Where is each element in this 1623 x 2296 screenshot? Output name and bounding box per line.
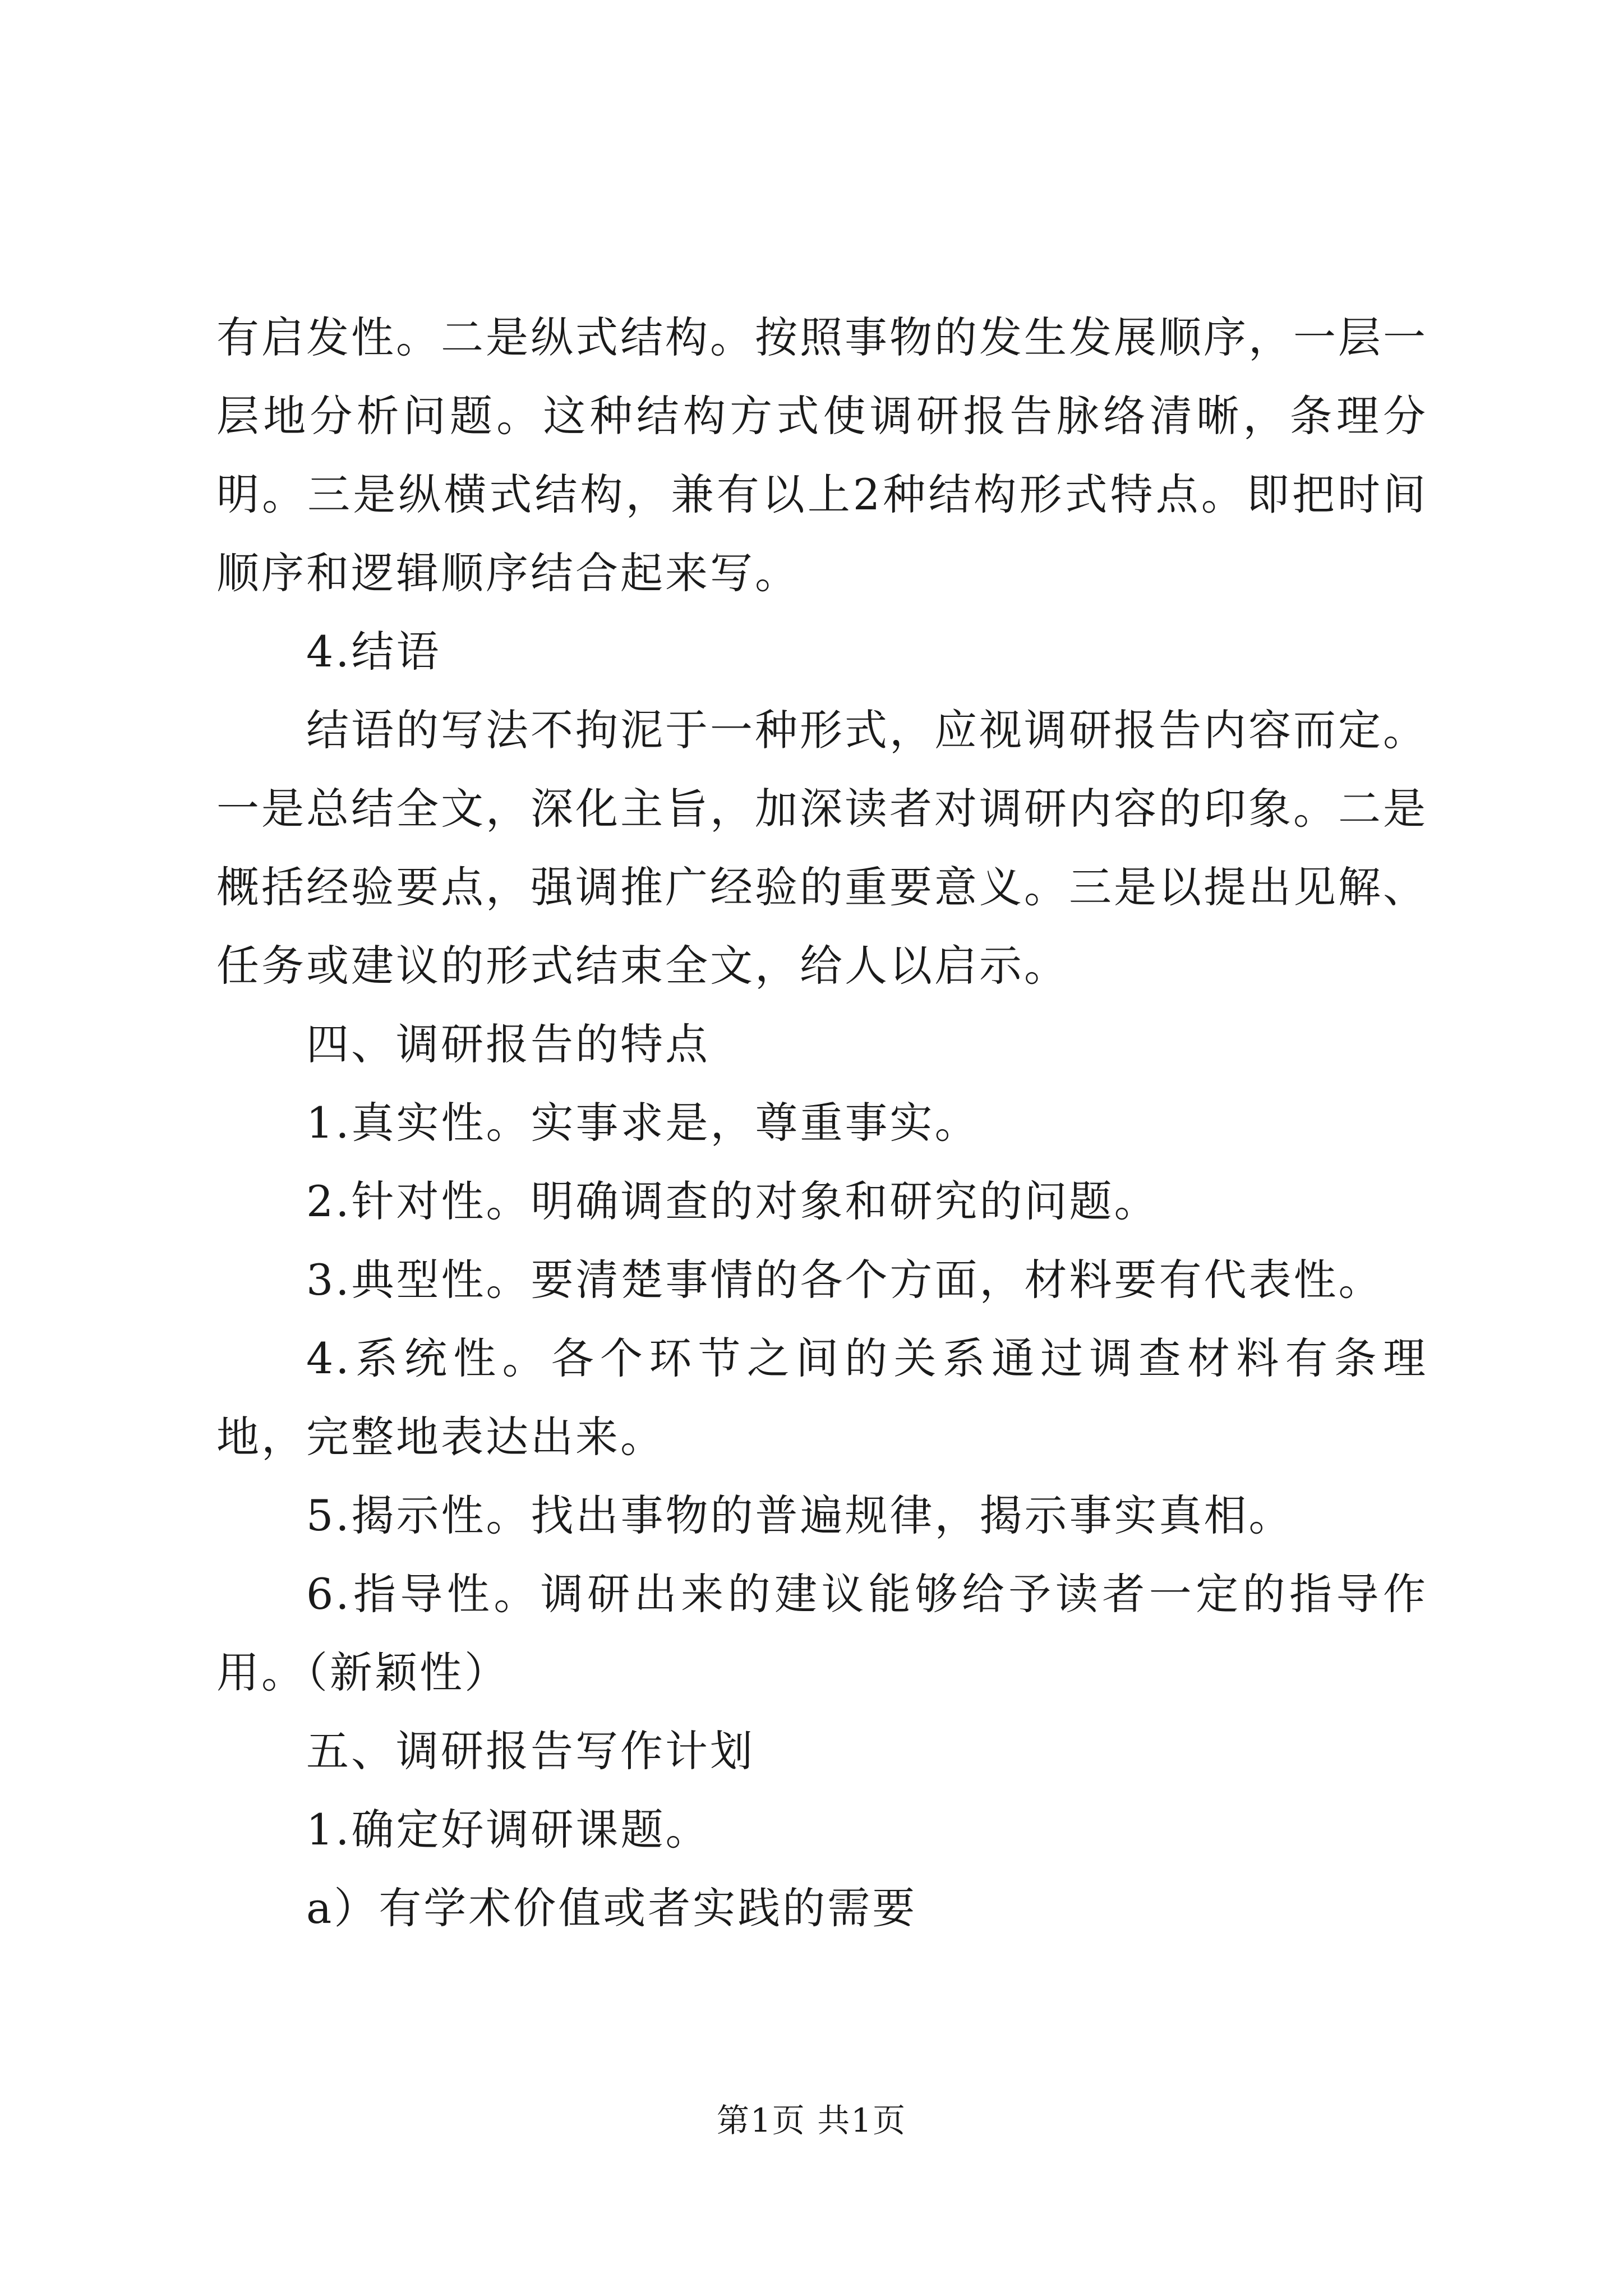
document-body — [216, 298, 1428, 1948]
list-item-systematic: 4.系统性。各个环节之间的关系通过调查材料有条理地，完整地表达出来。 — [216, 1333, 1428, 1462]
list-item-authenticity: 1.真实性。实事求是，尊重事实。 — [306, 1098, 980, 1148]
section-heading-writing-plan: 五、调研报告写作计划 — [306, 1726, 755, 1776]
paragraph-conclusion: 结语的写法不拘泥于一种形式，应视调研报告内容而定。一是总结全文，深化主旨，加深读者对调研内容的印象。二是概括经验要点，强调推广经验的重要意义。三是以提出见解、任务或建议的形式结束全文，给人以启示。 — [216, 705, 1428, 991]
list-item-guidance: 6.指导性。调研出来的建议能够给予读者一定的指导作用。（新颖性） — [216, 1569, 1428, 1697]
list-item-typicality: 3.典型性。要清楚事情的各个方面，材料要有代表性。 — [306, 1255, 1384, 1305]
sub-item-value: a）有学术价值或者实践的需要 — [306, 1883, 917, 1933]
page-footer: 第1页 共1页 — [716, 2101, 907, 2139]
list-item-revealing: 5.揭示性。找出事物的普遍规律，揭示事实真相。 — [306, 1490, 1294, 1540]
list-item-topic: 1.确定好调研课题。 — [306, 1805, 711, 1855]
section-heading-features: 四、调研报告的特点 — [306, 1019, 710, 1069]
heading-conclusion: 4.结语 — [306, 627, 441, 677]
paragraph-structure-continuation: 有启发性。二是纵式结构。按照事物的发生发展顺序，一层一层地分析问题。这种结构方式使调研报告脉络清晰，条理分明。三是纵横式结构，兼有以上2种结构形式特点。即把时间顺序和逻辑顺序结合起来写。 — [216, 312, 1428, 598]
list-item-pertinence: 2.针对性。明确调查的对象和研究的问题。 — [306, 1176, 1159, 1226]
